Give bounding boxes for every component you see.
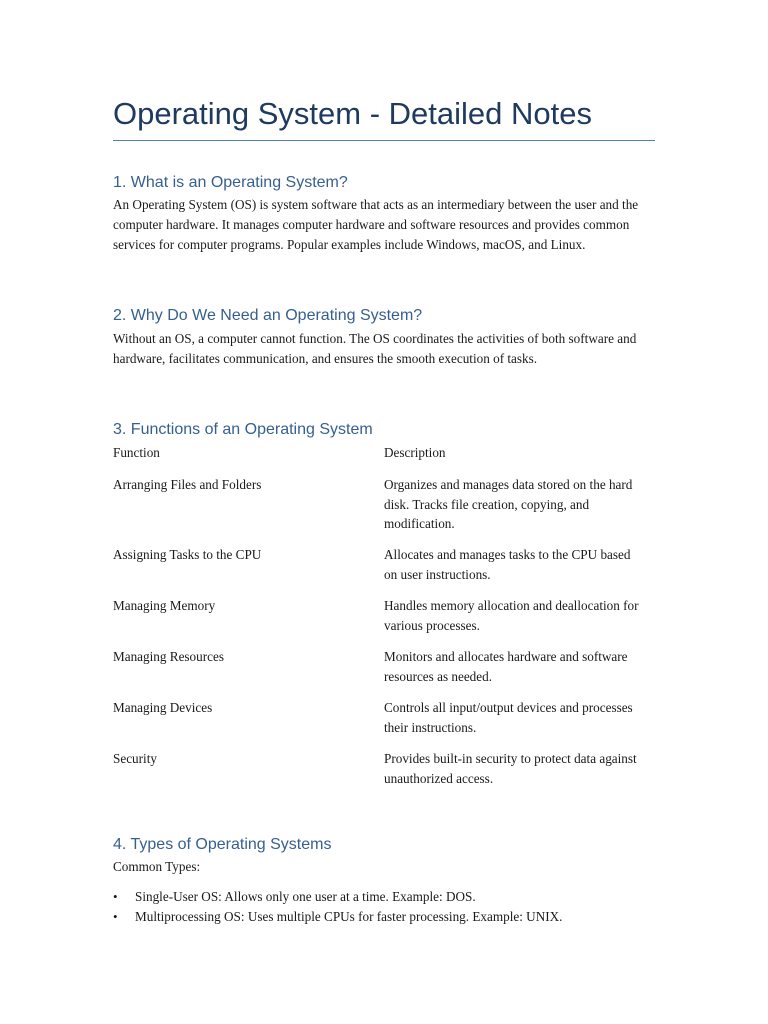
list-item-text: Multiprocessing OS: Uses multiple CPUs for faster processing. Example: UNIX. [135,909,563,924]
document-title: Operating System - Detailed Notes [113,95,655,141]
section-body-why: Without an OS, a computer cannot function. The OS coordinates the activities of both software and hardware, facilitates communication, and ensures the smooth execution of tasks. [113,331,637,366]
table-cell-description: Allocates and manages tasks to the CPU based on user instructions. [384,547,631,582]
table-cell-function: Arranging Files and Folders [113,477,262,492]
table-header-function: Function [113,445,160,460]
table-cell-function: Managing Devices [113,700,213,715]
table-cell-description: Organizes and manages data stored on the hard disk. Tracks file creation, copying, and modification. [384,477,633,531]
types-intro: Common Types: [113,859,201,874]
table-cell-description: Controls all input/output devices and processes their instructions. [384,700,633,735]
table-cell-description: Monitors and allocates hardware and software resources as needed. [384,649,628,684]
table-cell-description: Handles memory allocation and deallocation for various processes. [384,598,639,633]
table-header-description: Description [384,445,446,460]
bullet-icon: • [113,909,118,924]
section-heading-why: 2. Why Do We Need an Operating System? [113,307,423,324]
table-cell-function: Security [113,751,157,766]
list-item [113,887,658,907]
types-list [113,887,658,927]
bullet-icon: • [113,889,118,904]
section-heading-what: 1. What is an Operating System? [113,174,348,191]
table-cell-function: Managing Memory [113,598,216,613]
list-item [113,907,658,927]
list-item-text: Single-User OS: Allows only one user at a time. Example: DOS. [135,889,476,904]
table-cell-description: Provides built-in security to protect data against unauthorized access. [384,751,637,786]
section-body-what: An Operating System (OS) is system software that acts as an intermediary between the user and the computer hardware. It manages computer hardware and software resources and provides common services for computer programs. Popular examples include Windows, macOS, and Linux. [113,197,639,252]
section-heading-functions: 3. Functions of an Operating System [113,421,373,438]
table-cell-function: Managing Resources [113,649,224,664]
section-heading-types: 4. Types of Operating Systems [113,836,332,853]
table-cell-function: Assigning Tasks to the CPU [113,547,262,562]
